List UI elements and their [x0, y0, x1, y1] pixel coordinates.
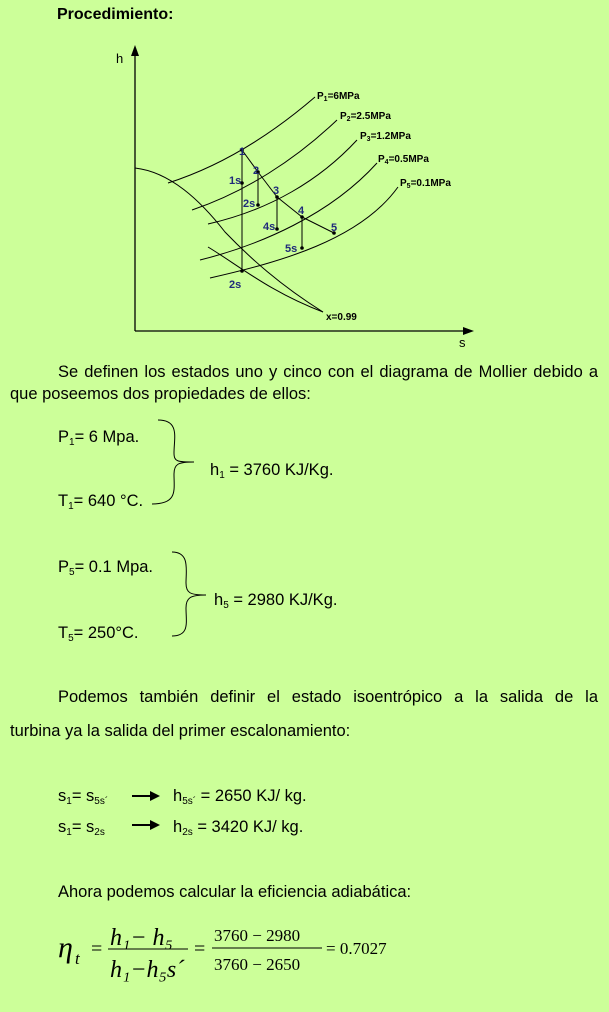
- y-axis-arrow: [131, 45, 139, 56]
- isobar-label-p1: $P_1=6MPa$: [317, 91, 360, 103]
- mollier-diagram: [0, 0, 609, 360]
- quality-curve: [208, 247, 323, 312]
- x-axis-label: s: [459, 335, 466, 350]
- equals-sign: =: [194, 938, 206, 960]
- isobar-label-p4: $P_4=0.5MPa$: [378, 154, 429, 166]
- p1-line: $P_1= 6$ Mpa.: [58, 428, 140, 448]
- h5-line: $h_5 = 2980$ KJ/Kg.: [214, 591, 338, 611]
- t1-line: $T_1= 640$ °C.: [58, 492, 144, 512]
- point-label: 4s: [263, 221, 276, 233]
- iso-line-1: $s_1= s_{5s´}$: [58, 787, 109, 807]
- section-heading: Procedimiento:: [57, 6, 174, 23]
- equals-sign: =: [91, 938, 103, 960]
- iso-result-2: $h_{2s} = 3420$ KJ/ kg.: [173, 818, 304, 838]
- result: = 0.7027: [326, 939, 387, 958]
- paragraph-2: Podemos también definir el estado isoentrópico a la salida de la turbina ya la salida del primer escalonamiento:: [10, 688, 598, 740]
- paragraph-1: Se definen los estados uno y cinco con el diagrama de Mollier debido a que poseemos dos propiedades de ellos:: [10, 363, 598, 403]
- y-axis-label: h: [116, 51, 124, 66]
- numerator-values: 3760 − 2980: [214, 926, 301, 945]
- point-label: 2: [253, 165, 260, 177]
- efficiency-formula: [58, 915, 478, 995]
- isobar-label-p2: $P_2=2.5MPa$: [340, 111, 391, 123]
- isobar-p5: [210, 187, 398, 278]
- isobar-label-p5: $P_5=0.1MPa$: [400, 178, 451, 190]
- process-4-5: [302, 217, 334, 233]
- eta-symbol: η: [58, 931, 73, 964]
- x-axis-arrow: [463, 327, 474, 335]
- iso-line-2: $s_1= s_{2s}$: [58, 818, 105, 838]
- numerator-symbolic: h₁− h₅: [110, 925, 173, 951]
- arrow-icon: [132, 819, 162, 831]
- denominator-values: 3760 − 2650: [214, 955, 301, 974]
- point-label: 5: [331, 222, 338, 234]
- point-label: 2s: [243, 198, 256, 210]
- t5-line: $T_5= 250^\circ C$.: [58, 624, 139, 644]
- point-label: 4: [298, 205, 305, 217]
- paragraph-3: Ahora podemos calcular la eficiencia adiabática:: [58, 883, 412, 901]
- h1-line: $h_1 = 3760$ KJ/Kg.: [210, 461, 334, 481]
- point-label: 2s: [229, 279, 242, 291]
- isobar-label-p3: $P_3=1.2MPa$: [360, 131, 411, 143]
- point-label: 3: [273, 185, 280, 197]
- brace-1: [150, 418, 200, 508]
- eta-subscript: t: [75, 949, 80, 968]
- p5-line: $P_5= 0.1$ Mpa.: [58, 558, 154, 578]
- point-label: 1: [239, 146, 246, 158]
- arrow-icon: [132, 790, 162, 802]
- brace-5: [168, 550, 218, 640]
- point-label: 5s: [285, 243, 298, 255]
- iso-result-1: $h_{5s´} = 2650$ KJ/ kg.: [173, 787, 307, 807]
- point-label: 1s: [229, 175, 242, 187]
- quality-label: x=0.99: [326, 312, 357, 323]
- denominator-symbolic: h₁−h₅s´: [110, 957, 185, 983]
